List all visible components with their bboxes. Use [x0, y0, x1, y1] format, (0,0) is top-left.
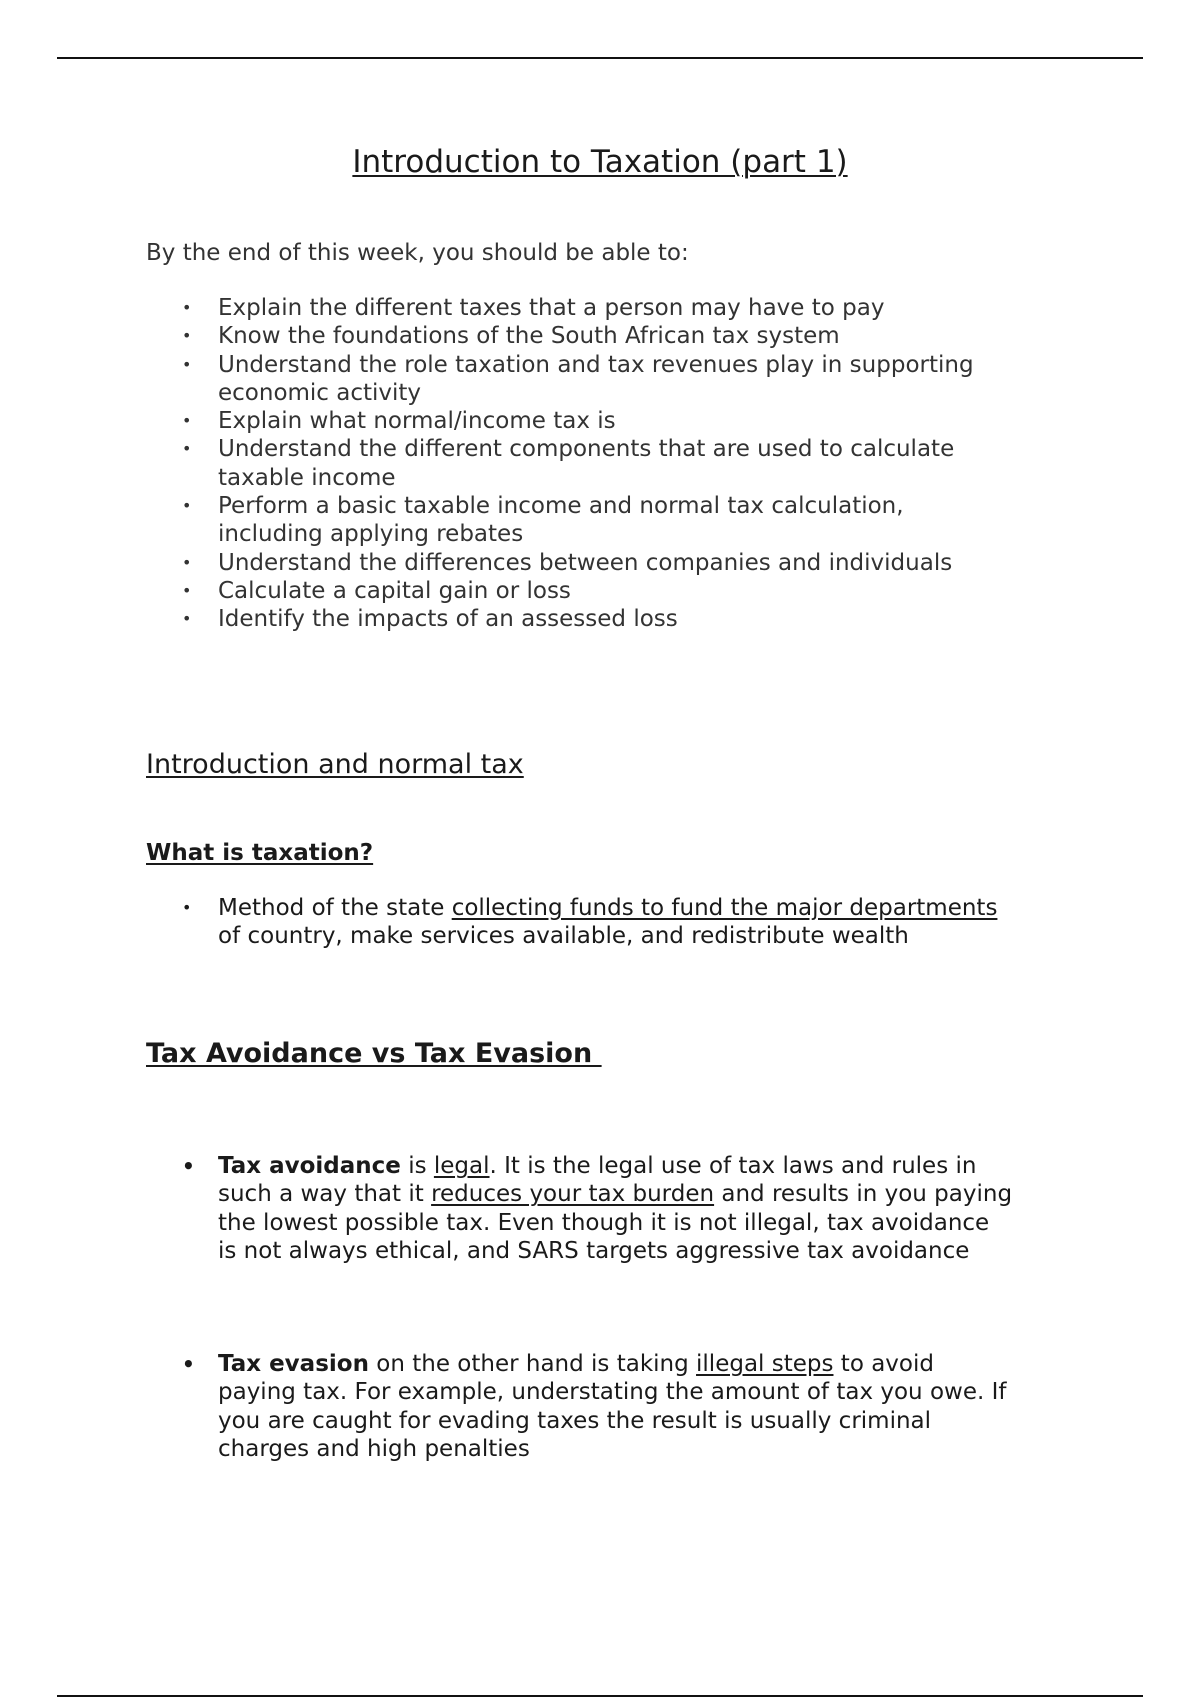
underlined-phrase: illegal steps: [696, 1351, 834, 1377]
list-item: • Understand the role taxation and tax revenues play in supporting economic activity: [182, 351, 974, 406]
bullet-icon: •: [182, 354, 192, 374]
list-item: • Perform a basic taxable income and normal tax calculation, including applying rebates: [182, 493, 904, 548]
tax-avoidance-list: [146, 1152, 1076, 1265]
bullet-icon: •: [182, 439, 192, 459]
list-item: • Calculate a capital gain or loss: [182, 577, 571, 604]
taxation-definition-list: [146, 894, 1076, 951]
underlined-phrase: legal: [433, 1153, 490, 1179]
bullet-icon: •: [182, 898, 192, 917]
bullet-icon: •: [182, 411, 192, 431]
term-tax-avoidance: Tax avoidance: [218, 1153, 401, 1179]
list-item: • Explain the different taxes that a person may have to pay: [182, 295, 885, 321]
list-item: • Know the foundations of the South African tax system: [182, 323, 840, 350]
bullet-icon: •: [182, 580, 192, 600]
term-tax-evasion: Tax evasion: [218, 1351, 369, 1377]
objectives-list: [146, 294, 1076, 634]
bullet-icon: •: [182, 496, 192, 516]
top-rule: [57, 57, 1143, 59]
list-item: • Identify the impacts of an assessed loss: [182, 606, 678, 633]
bullet-icon: •: [182, 298, 192, 317]
page-title: Introduction to Taxation (part 1): [352, 144, 848, 180]
tax-evasion-list: [146, 1350, 1076, 1463]
list-item: • Method of the state collecting funds to fund the major departments of country, make services available, and redistribute wealth: [182, 895, 998, 950]
bullet-icon: •: [182, 1352, 195, 1376]
list-item: • Explain what normal/income tax is: [182, 408, 616, 435]
intro-text: By the end of this week, you should be able to:: [146, 240, 689, 266]
bullet-icon: •: [182, 1154, 195, 1178]
bullet-icon: •: [182, 609, 192, 629]
list-item: • Understand the different components that are used to calculate taxable income: [182, 436, 955, 491]
underlined-phrase: reduces your tax burden: [431, 1181, 715, 1208]
list-item: • Tax avoidance is legal. It is the legal use of tax laws and rules in such a way that it reduces your tax burden and results in you paying the lowest possible tax. Even though it is not illegal, tax avoidance is not always ethical, and SARS targets aggressive tax avoidance: [182, 1153, 1013, 1264]
list-item: • Understand the differences between companies and individuals: [182, 549, 953, 576]
underlined-phrase: collecting funds to fund the major departments: [451, 895, 998, 921]
subheading-what-is-taxation: What is taxation?: [146, 840, 374, 866]
bottom-rule: [57, 1695, 1143, 1697]
bullet-icon: •: [182, 552, 192, 572]
list-item: • Tax evasion on the other hand is taking illegal steps to avoid paying tax. For example, understating the amount of tax you owe. If you are caught for evading taxes the result is usually criminal charges and high penalties: [182, 1351, 1007, 1462]
bullet-icon: •: [182, 326, 192, 346]
section-heading-avoidance-evasion: Tax Avoidance vs Tax Evasion: [146, 1038, 602, 1069]
section-heading-intro: Introduction and normal tax: [146, 749, 524, 780]
